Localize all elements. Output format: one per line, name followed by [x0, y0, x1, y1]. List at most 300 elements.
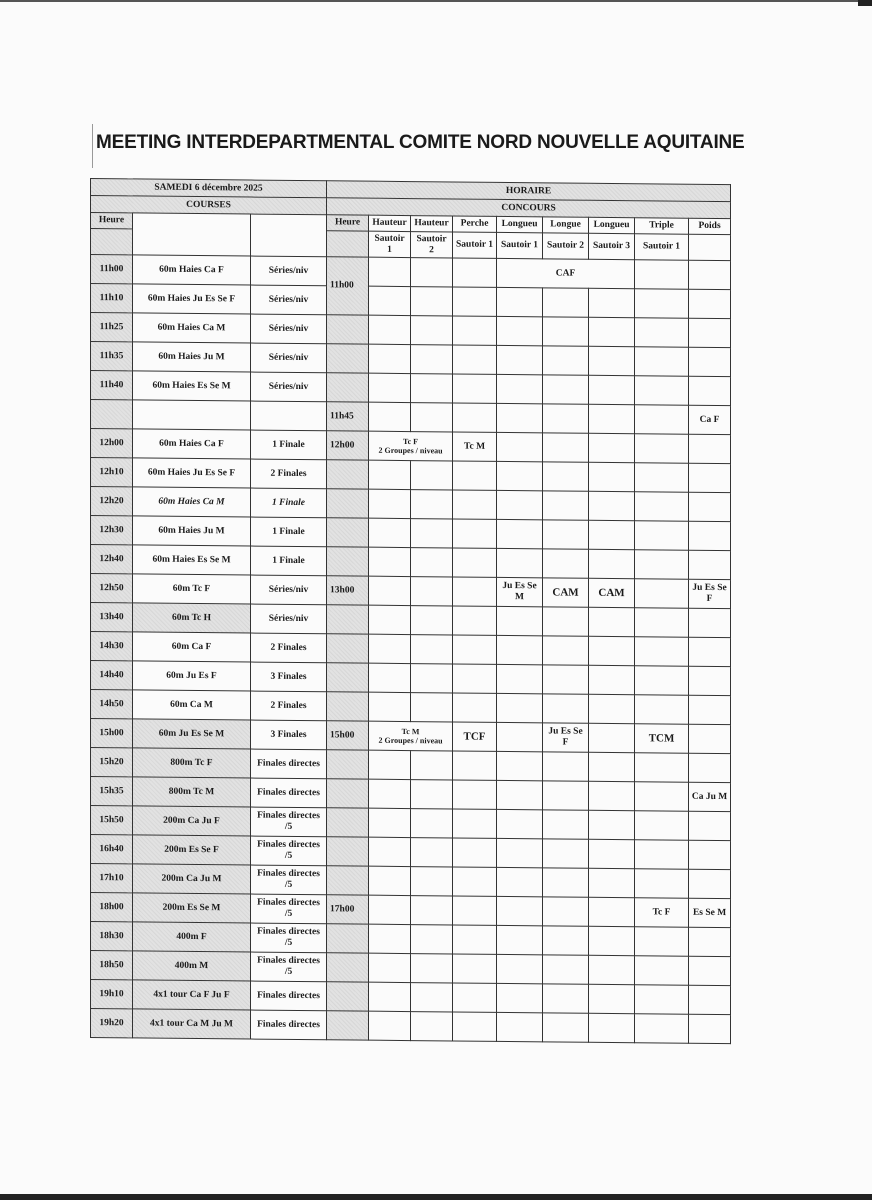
empty-cell — [369, 663, 411, 692]
concours-entry: Es Se M — [689, 898, 731, 927]
empty-cell — [589, 491, 635, 520]
concours-time: 15h00 — [327, 721, 369, 750]
empty-cell — [589, 984, 635, 1013]
course-time: 14h40 — [91, 661, 133, 690]
empty-cell — [589, 839, 635, 868]
concours-entry: TCF — [453, 722, 497, 751]
course-event: 60m Tc F — [133, 574, 251, 604]
empty-cell — [453, 780, 497, 809]
empty-cell — [589, 288, 635, 317]
empty-cell — [369, 808, 411, 837]
concours-entry: TCM — [635, 724, 689, 754]
empty-cell — [453, 983, 497, 1012]
course-time: 18h50 — [91, 951, 133, 980]
empty-cell — [497, 722, 543, 751]
empty-cell — [589, 462, 635, 491]
concours-entry: CAM — [543, 578, 589, 607]
empty-cell — [411, 664, 453, 693]
course-type: Séries/niv — [251, 575, 327, 605]
empty-cell — [497, 867, 543, 896]
empty-cell — [411, 780, 453, 809]
concours-header: CONCOURS — [327, 198, 731, 219]
empty-cell — [589, 607, 635, 636]
horaire-header: HORAIRE — [327, 181, 731, 202]
empty-cell — [635, 260, 689, 290]
empty-cell — [543, 781, 589, 810]
course-type: Finales directes /5 — [251, 923, 327, 953]
empty-cell — [543, 520, 589, 549]
empty-cell — [133, 213, 251, 256]
empty-cell — [635, 550, 689, 580]
event-header: Longueu — [497, 216, 543, 232]
course-type: Séries/niv — [251, 343, 327, 373]
course-time: 14h30 — [91, 632, 133, 661]
course-time: 12h10 — [91, 458, 133, 487]
empty-cell — [589, 549, 635, 578]
empty-cell — [369, 1011, 411, 1040]
empty-cell — [411, 519, 453, 548]
event-header: Perche — [453, 216, 497, 232]
empty-cell — [689, 956, 731, 985]
empty-cell — [497, 809, 543, 838]
empty-cell — [411, 316, 453, 345]
concours-time — [327, 663, 369, 692]
empty-cell — [635, 463, 689, 493]
empty-cell — [635, 637, 689, 667]
empty-cell — [411, 287, 453, 316]
course-event: 60m Ju Es Se M — [133, 719, 251, 749]
event-header: Poids — [689, 218, 731, 234]
course-type: 2 Finales — [251, 691, 327, 721]
concours-time: 11h00 — [327, 257, 369, 315]
course-type: 3 Finales — [251, 662, 327, 692]
course-type: Finales directes — [251, 981, 327, 1011]
concours-time — [327, 924, 369, 953]
empty-cell — [689, 376, 731, 405]
empty-cell — [635, 1014, 689, 1044]
empty-cell — [453, 635, 497, 664]
concours-time — [327, 982, 369, 1011]
empty-cell — [635, 811, 689, 841]
course-type — [251, 401, 327, 431]
empty-cell — [411, 577, 453, 606]
event-header: Hauteur — [411, 216, 453, 232]
empty-cell — [411, 403, 453, 432]
concours-time — [327, 750, 369, 779]
empty-cell — [689, 985, 731, 1014]
table-row — [91, 1009, 731, 1044]
empty-cell — [497, 316, 543, 345]
empty-cell — [543, 868, 589, 897]
empty-cell — [369, 982, 411, 1011]
course-time: 12h40 — [91, 545, 133, 574]
empty-cell — [453, 577, 497, 606]
empty-cell — [589, 665, 635, 694]
empty-cell — [689, 492, 731, 521]
empty-cell — [453, 664, 497, 693]
empty-cell — [497, 925, 543, 954]
empty-cell — [411, 548, 453, 577]
course-type: 2 Finales — [251, 633, 327, 663]
sautoir-header: Sautoir 1 — [497, 232, 543, 258]
empty-cell — [689, 637, 731, 666]
course-type: Finales directes /5 — [251, 865, 327, 895]
concours-time — [327, 692, 369, 721]
empty-cell — [369, 895, 411, 924]
course-time: 13h40 — [91, 603, 133, 632]
empty-cell — [689, 347, 731, 376]
empty-cell — [369, 344, 411, 373]
empty-cell — [635, 376, 689, 406]
empty-cell — [635, 434, 689, 464]
empty-cell — [411, 635, 453, 664]
empty-cell — [543, 491, 589, 520]
course-time: 11h25 — [91, 313, 133, 342]
empty-cell — [543, 810, 589, 839]
course-time: 12h20 — [91, 487, 133, 516]
empty-cell — [327, 231, 369, 257]
course-event: 60m Haies Ca M — [133, 487, 251, 517]
empty-cell — [543, 897, 589, 926]
course-event: 60m Ju Es F — [133, 661, 251, 691]
empty-cell — [369, 605, 411, 634]
course-event: 200m Ca Ju M — [133, 864, 251, 894]
empty-cell — [369, 576, 411, 605]
concours-time: 11h45 — [327, 402, 369, 431]
concours-entry: Ju Es Se F — [543, 723, 589, 752]
empty-cell — [689, 840, 731, 869]
course-event: 60m Tc H — [133, 603, 251, 633]
empty-cell — [543, 636, 589, 665]
course-event: 800m Tc F — [133, 748, 251, 778]
empty-cell — [543, 375, 589, 404]
course-time — [91, 400, 133, 429]
course-time: 11h40 — [91, 371, 133, 400]
empty-cell — [635, 985, 689, 1015]
heure-header: Heure — [327, 215, 369, 231]
empty-cell — [589, 781, 635, 810]
empty-cell — [589, 868, 635, 897]
empty-cell — [589, 1013, 635, 1042]
empty-cell — [635, 289, 689, 319]
concours-entry: CAF — [497, 258, 635, 288]
course-event: 200m Es Se M — [133, 893, 251, 923]
empty-cell — [635, 695, 689, 725]
concours-time — [327, 866, 369, 895]
course-type: Séries/niv — [251, 604, 327, 634]
empty-cell — [635, 869, 689, 899]
empty-cell — [411, 954, 453, 983]
empty-cell — [453, 258, 497, 287]
empty-cell — [497, 780, 543, 809]
empty-cell — [589, 926, 635, 955]
empty-cell — [543, 665, 589, 694]
heure-header: Heure — [91, 213, 133, 229]
concours-time — [327, 634, 369, 663]
empty-cell — [589, 520, 635, 549]
empty-cell — [453, 548, 497, 577]
empty-cell — [497, 635, 543, 664]
empty-cell — [543, 433, 589, 462]
empty-cell — [369, 257, 411, 286]
empty-cell — [635, 405, 689, 435]
empty-cell — [589, 404, 635, 433]
course-event: 200m Ca Ju F — [133, 806, 251, 836]
empty-cell — [411, 809, 453, 838]
concours-time — [327, 344, 369, 373]
concours-time — [327, 518, 369, 547]
empty-cell — [589, 752, 635, 781]
course-time: 12h50 — [91, 574, 133, 603]
concours-time: 12h00 — [327, 431, 369, 460]
empty-cell — [635, 608, 689, 638]
empty-cell — [369, 518, 411, 547]
empty-cell — [497, 374, 543, 403]
empty-cell — [411, 693, 453, 722]
course-time: 17h10 — [91, 864, 133, 893]
empty-cell — [689, 811, 731, 840]
course-time: 15h35 — [91, 777, 133, 806]
empty-cell — [369, 460, 411, 489]
empty-cell — [589, 317, 635, 346]
empty-cell — [689, 1014, 731, 1043]
empty-cell — [369, 953, 411, 982]
scan-edge-top — [0, 0, 872, 2]
empty-cell — [689, 434, 731, 463]
event-header: Longue — [543, 217, 589, 233]
empty-cell — [453, 751, 497, 780]
course-event: 60m Haies Ju Es Se F — [133, 284, 251, 314]
empty-cell — [689, 753, 731, 782]
course-type: Séries/niv — [251, 314, 327, 344]
empty-cell — [589, 897, 635, 926]
course-event: 60m Haies Es Se M — [133, 371, 251, 401]
course-type: 1 Finale — [251, 546, 327, 576]
empty-cell — [689, 869, 731, 898]
course-event — [133, 400, 251, 430]
empty-cell — [589, 955, 635, 984]
empty-cell — [497, 896, 543, 925]
empty-cell — [369, 837, 411, 866]
empty-cell — [453, 809, 497, 838]
sautoir-header: Sautoir 1 — [453, 232, 497, 258]
empty-cell — [689, 550, 731, 579]
empty-cell — [543, 955, 589, 984]
empty-cell — [689, 695, 731, 724]
scan-corner-mark — [858, 0, 872, 6]
empty-cell — [543, 404, 589, 433]
course-event: 60m Ca M — [133, 690, 251, 720]
empty-cell — [589, 636, 635, 665]
concours-time — [327, 315, 369, 344]
course-time: 16h40 — [91, 835, 133, 864]
course-event: 60m Haies Es Se M — [133, 545, 251, 575]
empty-cell — [411, 374, 453, 403]
event-header: Longueu — [589, 217, 635, 233]
empty-cell — [453, 403, 497, 432]
course-time: 14h50 — [91, 690, 133, 719]
schedule-table — [90, 178, 731, 1044]
empty-cell — [369, 634, 411, 663]
empty-cell — [411, 925, 453, 954]
empty-cell — [635, 347, 689, 377]
concours-time — [327, 779, 369, 808]
empty-cell — [543, 288, 589, 317]
empty-cell — [635, 492, 689, 522]
course-event: 800m Tc M — [133, 777, 251, 807]
empty-cell — [497, 693, 543, 722]
concours-time — [327, 837, 369, 866]
empty-cell — [543, 549, 589, 578]
course-type: Finales directes /5 — [251, 807, 327, 837]
concours-time — [327, 605, 369, 634]
course-time: 18h30 — [91, 922, 133, 951]
empty-cell — [411, 751, 453, 780]
sautoir-header — [689, 234, 731, 260]
empty-cell — [497, 1012, 543, 1041]
empty-cell — [369, 489, 411, 518]
empty-cell — [543, 1013, 589, 1042]
concours-time — [327, 460, 369, 489]
empty-cell — [497, 403, 543, 432]
course-type: 2 Finales — [251, 459, 327, 489]
empty-cell — [369, 373, 411, 402]
empty-cell — [411, 461, 453, 490]
course-type: 1 Finale — [251, 430, 327, 460]
course-type: 1 Finale — [251, 517, 327, 547]
course-time: 15h50 — [91, 806, 133, 835]
scan-edge-bottom — [0, 1194, 872, 1200]
empty-cell — [369, 402, 411, 431]
course-event: 400m F — [133, 922, 251, 952]
empty-cell — [453, 461, 497, 490]
empty-cell — [689, 666, 731, 695]
empty-cell — [543, 839, 589, 868]
event-header: Hauteur — [369, 215, 411, 231]
empty-cell — [689, 521, 731, 550]
empty-cell — [411, 345, 453, 374]
empty-cell — [543, 984, 589, 1013]
concours-time — [327, 547, 369, 576]
course-time: 12h00 — [91, 429, 133, 458]
empty-cell — [589, 433, 635, 462]
course-event: 60m Haies Ca F — [133, 255, 251, 285]
empty-cell — [497, 287, 543, 316]
empty-cell — [635, 956, 689, 986]
empty-cell — [589, 694, 635, 723]
course-time: 11h10 — [91, 284, 133, 313]
sautoir-header: Sautoir 2 — [411, 232, 453, 258]
empty-cell — [543, 462, 589, 491]
concours-time — [327, 1011, 369, 1040]
empty-cell — [497, 490, 543, 519]
empty-cell — [589, 346, 635, 375]
empty-cell — [453, 693, 497, 722]
empty-cell — [369, 750, 411, 779]
course-event: 60m Haies Ju M — [133, 342, 251, 372]
course-event: 60m Ca F — [133, 632, 251, 662]
empty-cell — [497, 751, 543, 780]
concours-entry: Tc M — [453, 432, 497, 461]
sautoir-header: Sautoir 2 — [543, 233, 589, 259]
empty-cell — [635, 782, 689, 812]
empty-cell — [497, 838, 543, 867]
empty-cell — [497, 432, 543, 461]
empty-cell — [689, 318, 731, 347]
course-event: 200m Es Se F — [133, 835, 251, 865]
empty-cell — [689, 724, 731, 753]
course-time: 12h30 — [91, 516, 133, 545]
empty-cell — [497, 548, 543, 577]
course-type: Finales directes /5 — [251, 894, 327, 924]
empty-cell — [543, 317, 589, 346]
empty-cell — [543, 926, 589, 955]
empty-cell — [689, 289, 731, 318]
concours-time — [327, 373, 369, 402]
concours-entry: Tc F — [635, 898, 689, 928]
course-event: 4x1 tour Ca M Ju M — [133, 1009, 251, 1039]
course-event: 400m M — [133, 951, 251, 981]
course-time: 15h00 — [91, 719, 133, 748]
empty-cell — [453, 954, 497, 983]
empty-cell — [497, 345, 543, 374]
empty-cell — [635, 927, 689, 957]
empty-cell — [635, 666, 689, 696]
empty-cell — [497, 519, 543, 548]
course-time: 11h35 — [91, 342, 133, 371]
concours-entry: Tc F 2 Groupes / niveau — [369, 431, 453, 461]
empty-cell — [411, 896, 453, 925]
empty-cell — [251, 214, 327, 257]
page-title: MEETING INTERDEPARTMENTAL COMITE NORD NOUVELLE AQUITAINE — [96, 132, 745, 153]
courses-header: COURSES — [91, 196, 327, 215]
course-type: Finales directes /5 — [251, 952, 327, 982]
empty-cell — [453, 490, 497, 519]
event-header: Triple — [635, 218, 689, 235]
course-type: Séries/niv — [251, 372, 327, 402]
empty-cell — [635, 521, 689, 551]
empty-cell — [453, 316, 497, 345]
empty-cell — [453, 519, 497, 548]
empty-cell — [497, 606, 543, 635]
course-type: Finales directes — [251, 1010, 327, 1040]
empty-cell — [453, 896, 497, 925]
course-type: Séries/niv — [251, 256, 327, 286]
sautoir-header: Sautoir 1 — [369, 231, 411, 257]
empty-cell — [589, 723, 635, 752]
concours-time: 17h00 — [327, 895, 369, 924]
concours-entry: Ju Es Se F — [689, 579, 731, 608]
empty-cell — [453, 374, 497, 403]
empty-cell — [369, 547, 411, 576]
empty-cell — [411, 606, 453, 635]
concours-time — [327, 953, 369, 982]
concours-time — [327, 808, 369, 837]
empty-cell — [689, 260, 731, 289]
empty-cell — [635, 318, 689, 348]
empty-cell — [543, 694, 589, 723]
empty-cell — [411, 838, 453, 867]
empty-cell — [453, 287, 497, 316]
empty-cell — [453, 345, 497, 374]
course-time: 19h20 — [91, 1009, 133, 1038]
course-event: 60m Haies Ca M — [133, 313, 251, 343]
course-type: 1 Finale — [251, 488, 327, 518]
empty-cell — [543, 346, 589, 375]
course-event: 4x1 tour Ca F Ju F — [133, 980, 251, 1010]
empty-cell — [453, 867, 497, 896]
course-type: Séries/niv — [251, 285, 327, 315]
